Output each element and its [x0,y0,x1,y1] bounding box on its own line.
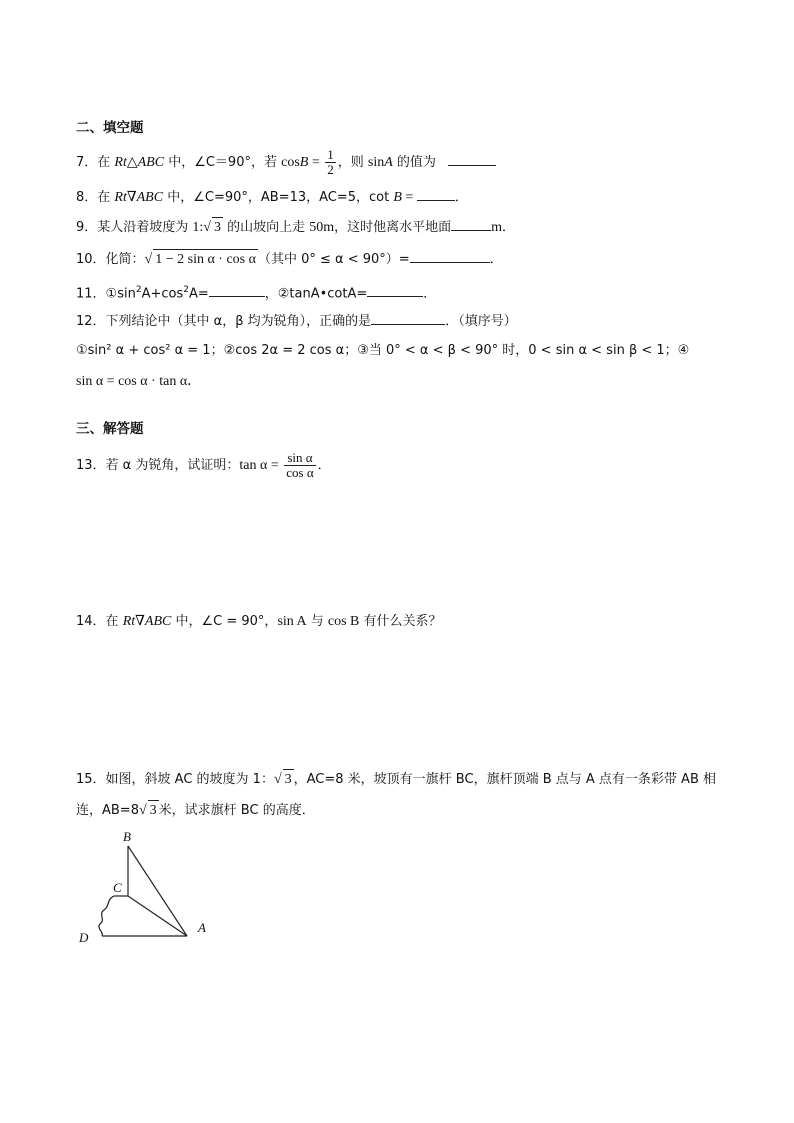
question-15 [76,769,716,790]
slope-wavy-edge [99,896,114,936]
q7-answer-blank[interactable] [448,151,496,166]
q9-text-3: ，这时他离水平地面 [334,220,452,235]
q8-end: ． [454,190,468,205]
q12-text-2: ．（填序号） [445,314,517,329]
q9-answer-blank[interactable] [451,216,491,231]
q14-text-3: 与 [306,614,328,629]
q13-text-1: 13．若 α 为锐角，试证明： [76,458,240,473]
q12-options-line: ①sin² α + cos² α = 1；②cos 2α = 2 cos α；③当 0° < α < β < 90° 时，0 < sin α < sin β < 1；④ [76,343,690,358]
q11-text-4: ，②tanA•cotA= [264,286,368,302]
q12-text-1: 12．下列结论中（其中 α，β 均为锐角），正确的是 [76,314,372,329]
line-ab [128,846,187,936]
q12-option-4: sin α = cos α · tan α． [76,374,202,389]
q9-sqrt-icon: √ [203,220,211,235]
q11-text-3: A= [188,286,209,302]
q13-tan: tan α = [239,458,283,473]
q9-text-2: 的山坡向上走 [222,220,310,235]
q7-eq: = [308,155,324,170]
q13-frac-num: sin α [284,451,315,466]
line-ac [128,896,187,936]
q7-text-4: 的值为 [392,155,436,170]
q8-text-2: 中，∠C=90°，AB=13，AC=5，cot [163,190,394,205]
question-10 [76,248,503,270]
q11-text-2: A+cos [141,286,184,302]
q15-text-3: 连，AB=8 [76,803,139,818]
q11-answer-blank-1[interactable] [209,282,265,297]
q8-b: B [393,190,402,205]
q9-end: ． [502,220,516,235]
q15-text-2: ，AC=8 米，坡顶有一旗杆 BC，旗杆顶端 B 点与 A 点有一条彩带 AB 相 [293,772,716,787]
slope-flagpole-figure [70,826,220,951]
q13-fraction [284,451,315,480]
q7-text-3: ，则 [337,155,368,170]
q14-sina: sin A [277,614,307,629]
q12-answer-blank[interactable] [371,310,445,325]
q15-text-4: 米，试求旗杆 BC 的高度． [158,803,315,818]
q8-triangle: Rt∇ABC [114,190,164,205]
q9-sqrt: 3 [212,217,223,238]
question-8 [76,186,468,208]
question-12 [76,310,517,332]
q7-text-2: 中，∠C＝90°，若 [164,155,282,170]
q10-end: ． [489,252,503,267]
q11-answer-blank-2[interactable] [367,282,423,297]
q7-sin: sin [367,155,385,170]
q7-b: B [299,155,309,170]
q7-text-1: 7．在 [76,155,115,170]
question-12-options [76,341,689,361]
q11-end: ． [423,286,437,302]
label-d: D [79,930,89,945]
q10-answer-blank[interactable] [410,248,490,263]
q9-ratio: 1: [192,220,204,235]
q13-end: ． [317,458,331,473]
question-13 [76,451,331,480]
q7-a: A [384,155,393,170]
question-15-cont [76,800,315,821]
q13-frac-den: cos α [286,465,314,480]
q11-sup-2: 2 [183,285,189,295]
q7-frac-den: 2 [327,162,334,177]
q8-eq: = [401,190,417,205]
q11-text-1: 11．①sin [76,286,136,302]
q14-text-2: 中，∠C = 90°， [171,614,278,629]
q14-cosb: cos B [327,614,360,629]
section-heading-answer: 三、解答题 [76,421,144,437]
q10-text-1: 10．化简： [76,252,145,267]
question-11 [76,280,436,304]
question-7 [76,148,496,177]
question-14 [76,612,442,632]
label-a: A [198,920,206,935]
question-9 [76,216,515,238]
q9-dist: 50m [309,220,335,235]
label-c: C [113,880,122,895]
q15-text-1: 15．如图，斜坡 AC 的坡度为 1： [76,772,274,787]
q7-cos: cos [281,155,300,170]
q7-frac-num: 1 [327,147,334,162]
q10-text-2: （其中 0° ≤ α < 90°）= [257,252,410,267]
q9-unit: m [491,220,503,235]
q7-fraction [325,148,336,177]
q15-sqrt-icon-1: √ [273,772,282,787]
q7-triangle: Rt△ABC [114,155,165,170]
q14-text-1: 14．在 [76,614,123,629]
question-12-options-cont [76,372,201,392]
q14-triangle: Rt∇ABC [122,614,172,629]
q11-sup-1: 2 [135,285,142,295]
q15-sqrt-2: 3 [148,800,159,821]
section-heading-fill-in: 二、填空题 [76,120,144,136]
q8-answer-blank[interactable] [417,186,455,201]
q15-sqrt-1: 3 [283,769,294,790]
q15-sqrt-icon-2: √ [138,803,147,818]
q8-text-1: 8．在 [76,190,115,205]
q10-sqrt-icon: √ [144,252,153,267]
label-b: B [123,829,131,844]
q9-text-1: 9．某人沿着坡度为 [76,220,193,235]
q10-radicand: 1 − 2 sin α · cos α [153,249,258,270]
q14-text-4: 有什么关系？ [359,614,442,629]
